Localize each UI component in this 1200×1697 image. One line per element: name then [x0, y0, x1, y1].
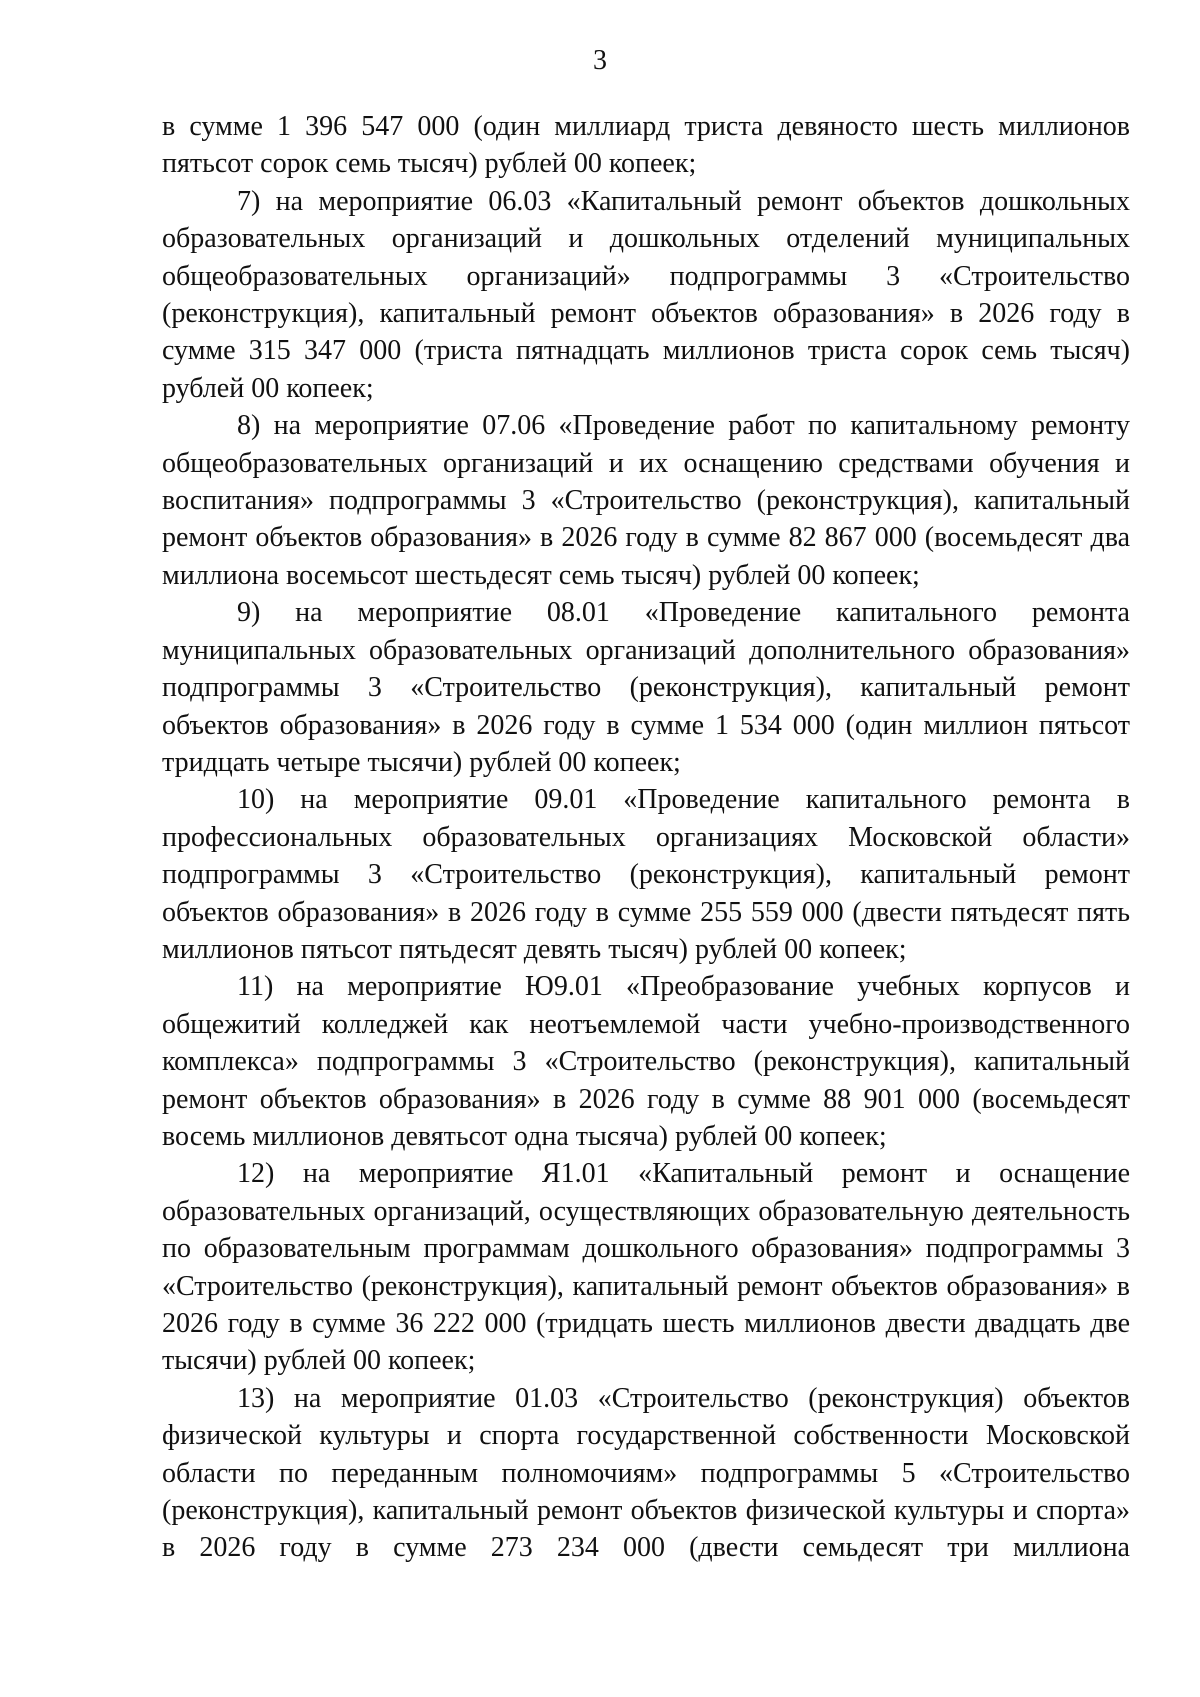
document-body — [162, 108, 1130, 1567]
paragraph-item-9: 9) на мероприятие 08.01 «Проведение капитального ремонта муниципальных образовательных организаций дополнительного образования» подпрограммы 3 «Строительство (реконструкция), капитальный ремонт объектов образования» в 2026 году в сумме 1 534 000 (один миллион пятьсот тридцать четыре тысячи) рублей 00 копеек; — [162, 597, 1130, 778]
paragraph-continuation: в сумме 1 396 547 000 (один миллиард триста девяносто шесть миллионов пятьсот сорок семь тысяч) рублей 00 копеек; — [162, 111, 1130, 180]
paragraph-item-12: 12) на мероприятие Я1.01 «Капитальный ремонт и оснащение образовательных организаций, осуществляющих образовательную деятельность по образовательным программам дошкольного образования» подпрограммы 3 «Строительство (реконструкция), капитальный ремонт объектов образования» в 2026 году в сумме 36 222 000 (тридцать шесть миллионов двести двадцать две тысячи) рублей 00 копеек; — [162, 1158, 1130, 1377]
paragraph-item-8: 8) на мероприятие 07.06 «Проведение работ по капитальному ремонту общеобразовательных организаций и их оснащению средствами обучения и воспитания» подпрограммы 3 «Строительство (реконструкция), капитальный ремонт объектов образования» в 2026 году в сумме 82 867 000 (восемьдесят два миллиона восемьсот шестьдесят семь тысяч) рублей 00 копеек; — [162, 410, 1130, 591]
paragraph-item-11: 11) на мероприятие Ю9.01 «Преобразование учебных корпусов и общежитий колледжей как неотъемлемой части учебно-производственного комплекса» подпрограммы 3 «Строительство (реконструкция), капитальный ремонт объектов образования» в 2026 году в сумме 88 901 000 (восемьдесят восемь миллионов девятьсот одна тысяча) рублей 00 копеек; — [162, 971, 1130, 1152]
paragraph-item-10: 10) на мероприятие 09.01 «Проведение капитального ремонта в профессиональных образовательных организациях Московской области» подпрограммы 3 «Строительство (реконструкция), капитальный ремонт объектов образования» в 2026 году в сумме 255 559 000 (двести пятьдесят пять миллионов пятьсот пятьдесят девять тысяч) рублей 00 копеек; — [162, 784, 1130, 965]
page-number: 3 — [593, 45, 607, 76]
paragraph-item-13: 13) на мероприятие 01.03 «Строительство (реконструкция) объектов физической культуры и спорта государственной собственности Московской области по переданным полномочиям» подпрограммы 5 «Строительство (реконструкция), капитальный ремонт объектов физической культуры и спорта» в 2026 году в сумме 273 234 000 (двести семьдесят три миллиона — [162, 1382, 1130, 1564]
paragraph-item-7: 7) на мероприятие 06.03 «Капитальный ремонт объектов дошкольных образовательных организаций и дошкольных отделений муниципальных общеобразовательных организаций» подпрограммы 3 «Строительство (реконструкция), капитальный ремонт объектов образования» в 2026 году в сумме 315 347 000 (триста пятнадцать миллионов триста сорок семь тысяч) рублей 00 копеек; — [162, 185, 1130, 404]
